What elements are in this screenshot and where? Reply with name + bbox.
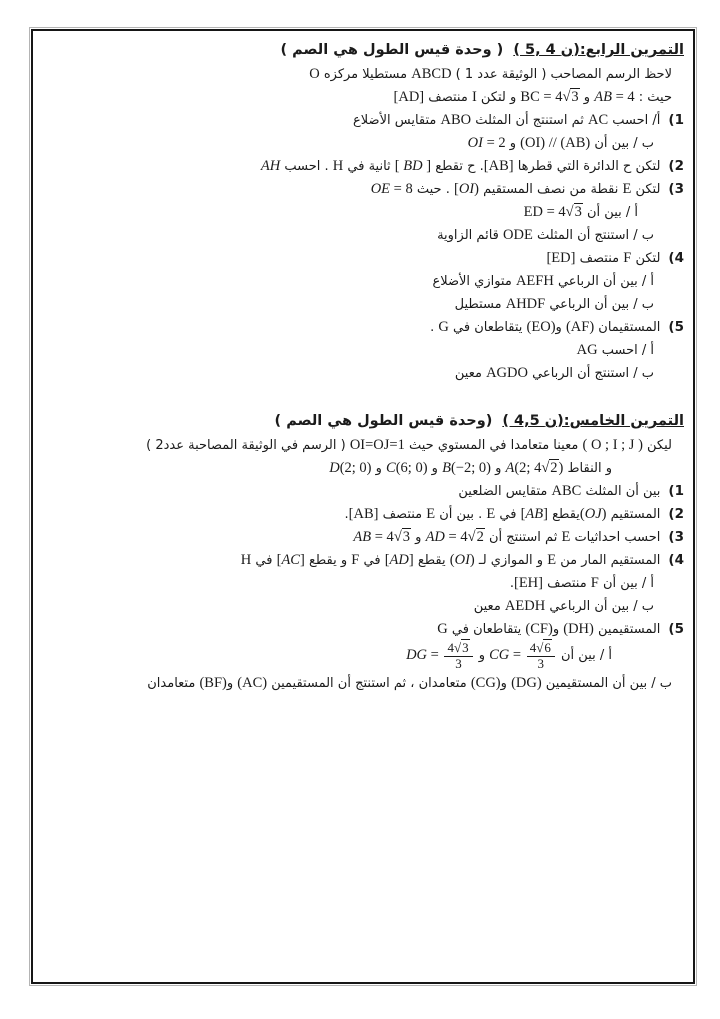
arabic-text: و bbox=[552, 622, 564, 637]
sqrt-expression: √3 bbox=[562, 89, 579, 105]
item-number: (2 bbox=[668, 506, 684, 522]
math-expression bbox=[329, 460, 371, 476]
arabic-text: و bbox=[579, 90, 595, 105]
math-text: = 4 bbox=[611, 89, 635, 105]
arabic-text: و bbox=[555, 320, 566, 335]
fraction bbox=[527, 641, 555, 672]
math-text: OI=OJ=1 bbox=[349, 437, 405, 453]
sqrt-radicand: 3 bbox=[402, 529, 411, 545]
math-expression bbox=[438, 319, 448, 335]
math-text: (DG) bbox=[511, 674, 542, 691]
math-expression bbox=[516, 273, 554, 289]
sqrt-expression: √3 bbox=[393, 529, 411, 545]
math-text: AB bbox=[353, 529, 372, 545]
text-line bbox=[41, 86, 684, 109]
exercise-title-main bbox=[509, 42, 684, 58]
exercise-title bbox=[41, 38, 684, 63]
sqrt-expression: √6 bbox=[536, 640, 551, 655]
page-frame bbox=[29, 27, 697, 986]
math-text: OI bbox=[467, 135, 483, 151]
arabic-text: بين أن المثلث bbox=[581, 484, 661, 499]
math-expression bbox=[547, 552, 556, 568]
text-line bbox=[41, 316, 684, 339]
math-expression bbox=[385, 552, 414, 568]
arabic-text: في bbox=[495, 507, 521, 522]
arabic-text: يقطع bbox=[547, 507, 580, 522]
math-text: AC bbox=[281, 552, 300, 568]
arabic-text: و bbox=[371, 461, 387, 476]
exercise-five-section bbox=[41, 409, 684, 695]
arabic-text: المستقيمين bbox=[593, 622, 661, 637]
unit-note: (وحدة قيس الطول هي الصم ) bbox=[274, 413, 493, 429]
math-expression bbox=[580, 506, 607, 522]
arabic-text: منتصف bbox=[542, 576, 591, 591]
fraction bbox=[444, 641, 472, 672]
arabic-text: و الموازي لـ bbox=[474, 553, 548, 568]
arabic-text: المستقيم المار من bbox=[556, 553, 661, 568]
math-text: CG bbox=[489, 646, 510, 663]
exercise-title-text: التمرين الخامس bbox=[569, 413, 684, 429]
arabic-text: متقايس الضلعين bbox=[458, 484, 552, 499]
item-number: (1 bbox=[668, 483, 684, 499]
arabic-text: معين bbox=[454, 366, 487, 381]
math-text: ( bbox=[449, 552, 455, 568]
math-text: (CG) bbox=[470, 674, 501, 691]
arabic-text: في bbox=[251, 553, 277, 568]
math-expression bbox=[561, 529, 570, 545]
math-expression bbox=[426, 506, 435, 522]
sqrt-expression: √2 bbox=[541, 460, 558, 476]
sqrt-expression: √3 bbox=[565, 204, 582, 220]
math-expression bbox=[441, 112, 472, 128]
math-text: ABO bbox=[440, 112, 472, 128]
arabic-text: و bbox=[490, 461, 506, 476]
math-expression bbox=[371, 181, 413, 197]
arabic-text: متعامدان bbox=[147, 675, 200, 691]
math-expression bbox=[454, 181, 479, 197]
math-expression bbox=[511, 675, 542, 691]
math-text: = 4 bbox=[371, 529, 394, 545]
text-line bbox=[41, 224, 684, 247]
math-text: AB bbox=[594, 89, 612, 105]
text-line bbox=[41, 641, 684, 672]
arabic-text: و لتكن bbox=[476, 90, 521, 105]
item-number: (5 bbox=[668, 621, 684, 637]
math-expression bbox=[237, 675, 267, 691]
arabic-text: ليكن bbox=[642, 438, 672, 453]
text-line bbox=[41, 132, 684, 155]
text-line bbox=[41, 178, 684, 201]
arabic-text: . ح تقطع bbox=[431, 159, 484, 174]
arabic-text: المستقيمان bbox=[594, 320, 661, 335]
math-text: [EH] bbox=[513, 575, 543, 591]
math-expression bbox=[505, 598, 545, 614]
arabic-text: لتكن ح الدائرة التي قطرها bbox=[513, 159, 661, 174]
math-text: (EO) bbox=[526, 319, 556, 335]
math-expression bbox=[489, 640, 557, 671]
math-expression bbox=[261, 158, 280, 174]
math-text: E bbox=[561, 529, 571, 545]
text-line bbox=[41, 362, 684, 385]
arabic-text: . bbox=[430, 320, 439, 335]
arabic-text: و يقطع bbox=[304, 553, 352, 568]
math-expression bbox=[486, 365, 528, 381]
math-expression bbox=[309, 66, 319, 82]
arabic-text: ب / بين أن المستقيمين bbox=[541, 675, 672, 691]
arabic-text: و bbox=[427, 461, 443, 476]
text-line bbox=[41, 549, 684, 572]
item-number: (4 bbox=[668, 250, 684, 266]
math-text: H bbox=[332, 158, 344, 174]
math-text: 3 bbox=[537, 655, 545, 671]
math-expression bbox=[277, 552, 305, 568]
sqrt-radicand: 3 bbox=[462, 640, 469, 655]
arabic-text: . bbox=[509, 576, 514, 591]
sqrt-radicand: 3 bbox=[571, 89, 579, 105]
math-expression bbox=[552, 483, 582, 499]
arabic-text: و bbox=[226, 675, 238, 691]
math-expression bbox=[394, 89, 425, 105]
arabic-text: و bbox=[474, 647, 490, 663]
math-text: ) bbox=[469, 552, 475, 568]
math-expression bbox=[566, 319, 594, 335]
arabic-text: لتكن bbox=[631, 251, 661, 266]
arabic-text: و النقاط bbox=[563, 461, 612, 476]
math-expression bbox=[442, 460, 491, 476]
math-text: ) bbox=[558, 460, 564, 476]
math-text: [AB] bbox=[483, 158, 514, 174]
text-line bbox=[41, 480, 684, 503]
math-text: [ bbox=[454, 181, 459, 197]
math-text: OE bbox=[370, 181, 391, 197]
math-expression bbox=[514, 575, 543, 591]
math-text: (DH) bbox=[563, 621, 594, 637]
arabic-text: . احسب bbox=[280, 159, 333, 174]
math-expression bbox=[406, 640, 475, 671]
math-expression bbox=[241, 552, 251, 568]
math-text: E bbox=[486, 506, 496, 522]
math-text: [AD] bbox=[393, 89, 425, 105]
arabic-text: . bbox=[344, 507, 349, 522]
arabic-text: . حيث bbox=[412, 182, 454, 197]
math-expression bbox=[563, 621, 594, 637]
arabic-text: منتصف bbox=[424, 90, 472, 105]
exercise-title-text: التمرين الرابع bbox=[585, 42, 684, 58]
arabic-text: حيث : bbox=[634, 90, 672, 105]
text-line bbox=[41, 526, 684, 549]
math-expression bbox=[503, 227, 533, 243]
arabic-text: ثم استنتج أن bbox=[484, 530, 562, 545]
text-line bbox=[41, 63, 684, 86]
math-text: G bbox=[438, 319, 449, 335]
math-expression bbox=[588, 112, 608, 128]
arabic-text: ثم استنتج أن المثلث bbox=[471, 113, 588, 128]
math-text: [ bbox=[276, 552, 282, 568]
math-text: [ bbox=[384, 552, 390, 568]
math-text: [ bbox=[394, 158, 404, 174]
arabic-text: و bbox=[411, 530, 426, 545]
text-line bbox=[41, 572, 684, 595]
item-number: (4 bbox=[668, 552, 684, 568]
math-expression bbox=[468, 135, 506, 151]
arabic-text: و bbox=[500, 675, 512, 691]
math-expression bbox=[426, 528, 485, 545]
sqrt-radicand: 2 bbox=[476, 529, 484, 545]
math-text: F bbox=[623, 250, 632, 266]
sqrt-expression: √3 bbox=[453, 640, 469, 655]
text-line bbox=[41, 293, 684, 316]
arabic-text: مستطيل bbox=[454, 297, 506, 312]
text-line bbox=[41, 503, 684, 526]
math-expression bbox=[437, 621, 447, 637]
unit-note: ( وحدة قيس الطول هي الصم ) bbox=[280, 42, 504, 58]
text-line bbox=[41, 457, 684, 480]
arabic-text: يتقاطعان في bbox=[447, 622, 526, 637]
math-text: = bbox=[509, 646, 525, 663]
arabic-text: ب / استنتج أن المثلث bbox=[532, 228, 654, 243]
item-number: (3 bbox=[668, 181, 684, 197]
math-text: ] bbox=[543, 506, 548, 522]
arabic-text: معينا متعامدا في المستوي حيث bbox=[404, 438, 583, 453]
math-text: E bbox=[622, 181, 632, 197]
math-text: ( O ; I ; J ) bbox=[582, 437, 643, 453]
fraction-numerator bbox=[527, 641, 555, 657]
math-expression bbox=[524, 203, 583, 220]
math-text: AEDH bbox=[504, 598, 546, 614]
math-text: E bbox=[426, 506, 436, 522]
sqrt-radicand: 3 bbox=[574, 204, 582, 220]
math-text: = bbox=[427, 646, 443, 663]
math-expression bbox=[333, 158, 343, 174]
arabic-text: منتصف bbox=[575, 251, 624, 266]
math-text: A bbox=[505, 460, 515, 476]
math-text: (6; 0) bbox=[395, 460, 428, 476]
math-text: = 8 bbox=[390, 181, 413, 197]
math-expression bbox=[450, 552, 475, 568]
arabic-text: معين bbox=[473, 599, 505, 614]
math-expression bbox=[395, 158, 431, 174]
math-text: 4 bbox=[447, 640, 454, 655]
math-text: D bbox=[329, 460, 340, 476]
math-expression bbox=[582, 437, 642, 453]
math-text: AB bbox=[525, 506, 544, 522]
math-expression bbox=[349, 506, 379, 522]
arabic-text: مستطيلا مركزه bbox=[319, 67, 412, 82]
math-expression bbox=[471, 675, 501, 691]
math-expression bbox=[350, 437, 405, 453]
math-expression bbox=[505, 459, 563, 476]
arabic-text: متوازي الأضلاع bbox=[432, 274, 516, 289]
math-expression bbox=[521, 506, 548, 522]
arabic-text: متعامدان ، ثم استنتج أن المستقيمين bbox=[267, 675, 471, 691]
math-text: (AC) bbox=[237, 674, 268, 691]
arabic-text: ثانية في bbox=[343, 159, 395, 174]
text-line bbox=[41, 247, 684, 270]
arabic-text: نقطة من نصف المستقيم bbox=[479, 182, 623, 197]
sqrt-radicand: 6 bbox=[544, 640, 551, 655]
arabic-text: أ / بين أن bbox=[598, 576, 654, 591]
math-text: H bbox=[240, 552, 252, 568]
text-line bbox=[41, 339, 684, 362]
arabic-text: في bbox=[359, 553, 385, 568]
math-text: 4 bbox=[529, 640, 537, 655]
math-text: (2; 0) bbox=[339, 460, 372, 476]
math-expression bbox=[594, 89, 634, 105]
math-expression bbox=[353, 528, 411, 545]
exercise-four-section bbox=[41, 38, 684, 385]
math-text: OI bbox=[458, 181, 475, 197]
math-expression bbox=[199, 675, 226, 691]
math-text: (CF) bbox=[525, 621, 553, 637]
arabic-text: ب / استنتج أن الرباعي bbox=[527, 366, 654, 381]
text-line bbox=[41, 201, 684, 224]
arabic-text: يتقاطعان في bbox=[448, 320, 527, 335]
item-number: (5 bbox=[668, 319, 684, 335]
math-text: AC bbox=[587, 112, 609, 128]
text-line bbox=[41, 155, 684, 178]
math-text: ABC bbox=[551, 483, 582, 499]
exercise-title-main bbox=[498, 413, 684, 429]
arabic-text: منتصف bbox=[378, 507, 427, 522]
item-number: (3 bbox=[668, 529, 684, 545]
math-text: = 2 bbox=[482, 135, 506, 151]
exercise-title bbox=[41, 409, 684, 434]
math-expression bbox=[520, 135, 590, 151]
arabic-text: يقطع bbox=[413, 553, 450, 568]
arabic-text: ( الرسم في الوثيقة المصاحبة عدد2 ) bbox=[146, 438, 350, 453]
math-text: ) bbox=[601, 506, 607, 522]
item-number: (2 bbox=[668, 158, 684, 174]
arabic-text: لاحظ الرسم المصاحب ( الوثيقة عدد 1 ) bbox=[451, 67, 672, 82]
math-expression bbox=[591, 575, 599, 591]
math-text: ] bbox=[408, 552, 414, 568]
math-text: [AB] bbox=[348, 506, 379, 522]
fraction-denominator bbox=[527, 657, 555, 672]
exercise-body bbox=[41, 63, 684, 385]
arabic-text: متقايس الأضلاع bbox=[353, 113, 441, 128]
math-expression bbox=[546, 250, 575, 266]
math-text: ( bbox=[579, 506, 585, 522]
math-text: C bbox=[386, 460, 396, 476]
math-text: ED = 4 bbox=[523, 204, 566, 220]
math-text: AHDF bbox=[505, 296, 546, 312]
math-expression bbox=[484, 158, 514, 174]
math-text: (−2; 0) bbox=[450, 460, 491, 476]
math-text: I bbox=[471, 89, 477, 105]
math-text: [ bbox=[520, 506, 526, 522]
fraction-numerator bbox=[444, 641, 472, 657]
math-text: (2; 4 bbox=[514, 460, 542, 476]
math-text: (AF) bbox=[565, 319, 595, 335]
math-text: ABCD bbox=[411, 66, 452, 82]
arabic-text: أ / احسب bbox=[597, 343, 654, 358]
math-expression bbox=[411, 66, 451, 82]
math-expression bbox=[527, 319, 556, 335]
math-text: AH bbox=[260, 158, 281, 174]
arabic-text: المستقيم bbox=[606, 507, 661, 522]
text-line bbox=[41, 595, 684, 618]
math-text: B bbox=[442, 460, 451, 476]
math-text: G bbox=[437, 621, 448, 637]
math-text: 3 bbox=[455, 655, 462, 671]
math-text: ODE bbox=[503, 227, 533, 243]
math-text: = 4 bbox=[444, 529, 468, 545]
sqrt-radicand: 2 bbox=[550, 460, 558, 476]
math-text: F bbox=[351, 552, 360, 568]
math-text: AGDO bbox=[486, 365, 528, 381]
arabic-text: أ / بين أن الرباعي bbox=[553, 274, 654, 289]
math-text: AD bbox=[389, 552, 409, 568]
math-text: AEFH bbox=[515, 273, 554, 289]
math-text: ] bbox=[422, 158, 432, 174]
fraction-denominator bbox=[444, 657, 472, 672]
page-frame-inner bbox=[31, 29, 695, 984]
math-text: (OI) // (AB) bbox=[520, 135, 591, 151]
math-expression bbox=[386, 460, 427, 476]
exercise-body bbox=[41, 434, 684, 695]
text-line bbox=[41, 618, 684, 641]
math-text: AG bbox=[576, 342, 598, 358]
math-expression bbox=[577, 342, 598, 358]
math-text: BC = 4 bbox=[520, 89, 563, 105]
math-expression bbox=[486, 506, 495, 522]
math-expression bbox=[525, 621, 552, 637]
math-expression bbox=[520, 88, 579, 105]
arabic-text: ب / بين أن bbox=[590, 136, 654, 151]
arabic-text: ب / بين أن الرباعي bbox=[545, 297, 654, 312]
math-text: ) bbox=[474, 181, 479, 197]
arabic-text: قائم الزاوية bbox=[437, 228, 503, 243]
math-text: DG bbox=[406, 646, 428, 663]
arabic-text: أ/ احسب bbox=[608, 113, 661, 128]
math-text: F bbox=[590, 575, 599, 591]
math-text: AD bbox=[425, 529, 445, 545]
math-text: OI bbox=[454, 552, 470, 568]
arabic-text: لتكن bbox=[631, 182, 661, 197]
exercise-points: ( 4,5 ن): bbox=[502, 413, 570, 429]
math-text: OJ bbox=[584, 506, 602, 522]
text-line bbox=[41, 270, 684, 293]
text-line bbox=[41, 672, 684, 695]
math-text: E bbox=[547, 552, 557, 568]
arabic-text: ب / بين أن الرباعي bbox=[545, 599, 654, 614]
sqrt-expression: √2 bbox=[467, 529, 484, 545]
math-expression bbox=[506, 296, 545, 312]
arabic-text: أ / بين أن bbox=[582, 205, 638, 220]
arabic-text: . بين أن bbox=[435, 507, 487, 522]
math-text: O bbox=[309, 66, 320, 82]
math-text: (BF) bbox=[199, 674, 227, 691]
arabic-text: و bbox=[505, 136, 521, 151]
math-text: [ED] bbox=[546, 250, 576, 266]
math-text: BD bbox=[403, 158, 423, 174]
text-line bbox=[41, 434, 684, 457]
item-number: (1 bbox=[668, 112, 684, 128]
text-line bbox=[41, 109, 684, 132]
math-text: ] bbox=[299, 552, 305, 568]
arabic-text: أ / بين أن bbox=[556, 647, 612, 663]
exercise-points: ( 5, 4 ن): bbox=[513, 42, 586, 58]
math-expression bbox=[622, 181, 631, 197]
arabic-text: احسب احداثيات bbox=[570, 530, 661, 545]
